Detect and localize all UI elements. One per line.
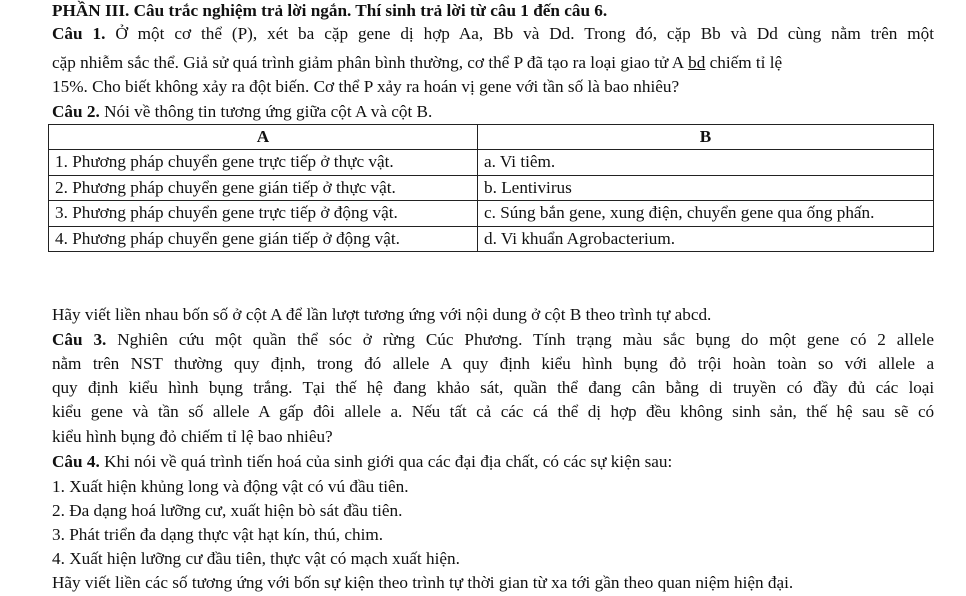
table-row (49, 175, 934, 200)
table-row (49, 150, 934, 175)
q4-event-4: 4. Xuất hiện lưỡng cư đầu tiên, thực vật có mạch xuất hiện. (52, 549, 460, 568)
q1-line-3: 15%. Cho biết không xảy ra đột biến. Cơ thể P xảy ra hoán vị gene với tần số là bao nhiêu? (52, 77, 680, 96)
q3-line-3: quy định kiểu hình bụng trắng. Tại thế hệ đang khảo sát, quần thể đang cân bằng di truyền có đầy đủ các loại (52, 378, 934, 397)
column-b-header: B (478, 125, 934, 150)
q4-label: Câu 4. (52, 452, 100, 471)
q3-line-1: Câu 3. Nghiên cứu một quần thể sóc ở rừng Cúc Phương. Tính trạng màu sắc bụng do một gene có 2 allele (52, 330, 934, 349)
table-row (49, 201, 934, 226)
table-row (49, 226, 934, 251)
q4-intro: Câu 4. Khi nói về quá trình tiến hoá của sinh giới qua các đại địa chất, có các sự kiện sau: (52, 452, 673, 471)
q2-heading: Câu 2. Nói về thông tin tương ứng giữa cột A và cột B. (52, 102, 433, 121)
matching-table (48, 124, 934, 252)
column-b-cell: b. Lentivirus (478, 175, 934, 200)
q3-label: Câu 3. (52, 330, 107, 349)
q3-line-4: kiểu gene và tần số allele A gấp đôi allele a. Nếu tất cả các cá thể dị hợp đều không sinh sản, thế hệ sau sẽ có (52, 402, 934, 421)
q1-line-1: Câu 1. Ở một cơ thể (P), xét ba cặp gene dị hợp Aa, Bb và Dd. Trong đó, cặp Bb và Dd cùng nằm trên một (52, 24, 934, 43)
q2-instruction: Hãy viết liền nhau bốn số ở cột A để lần lượt tương ứng với nội dung ở cột B theo trình tự abcd. (52, 305, 712, 324)
q2-label: Câu 2. (52, 102, 100, 121)
q3-line-2: nằm trên NST thường quy định, trong đó allele A quy định kiểu hình bụng đỏ trội hoàn toàn so với allele a (52, 354, 934, 373)
column-a-cell: 4. Phương pháp chuyển gene gián tiếp ở động vật. (49, 226, 478, 251)
q3-line-5: kiểu hình bụng đỏ chiếm tỉ lệ bao nhiêu? (52, 427, 333, 446)
q1-label: Câu 1. (52, 24, 106, 43)
q4-event-2: 2. Đa dạng hoá lưỡng cư, xuất hiện bò sát đầu tiên. (52, 501, 403, 520)
q4-event-3: 3. Phát triển đa dạng thực vật hạt kín, thú, chim. (52, 525, 384, 544)
gamete-notation: A bd (671, 53, 706, 72)
column-b-cell: a. Vi tiêm. (478, 150, 934, 175)
column-b-cell: d. Vi khuẩn Agrobacterium. (478, 226, 934, 251)
q1-line-2: cặp nhiễm sắc thể. Giả sử quá trình giảm phân bình thường, cơ thể P đã tạo ra loại giao tử A bd chiếm tỉ lệ (52, 53, 783, 72)
table-header-row (49, 125, 934, 150)
section-title: PHẦN III. Câu trắc nghiệm trả lời ngắn. Thí sinh trả lời từ câu 1 đến câu 6. (52, 1, 608, 20)
column-a-cell: 1. Phương pháp chuyển gene trực tiếp ở thực vật. (49, 150, 478, 175)
column-a-cell: 3. Phương pháp chuyển gene trực tiếp ở động vật. (49, 201, 478, 226)
column-b-cell: c. Súng bắn gene, xung điện, chuyển gene qua ống phấn. (478, 201, 934, 226)
column-a-cell: 2. Phương pháp chuyển gene gián tiếp ở thực vật. (49, 175, 478, 200)
column-a-header: A (49, 125, 478, 150)
q4-event-1: 1. Xuất hiện khủng long và động vật có vú đầu tiên. (52, 477, 409, 496)
q4-instruction: Hãy viết liền các số tương ứng với bốn sự kiện theo trình tự thời gian từ xa tới gần theo quan niệm hiện đại. (52, 573, 794, 592)
